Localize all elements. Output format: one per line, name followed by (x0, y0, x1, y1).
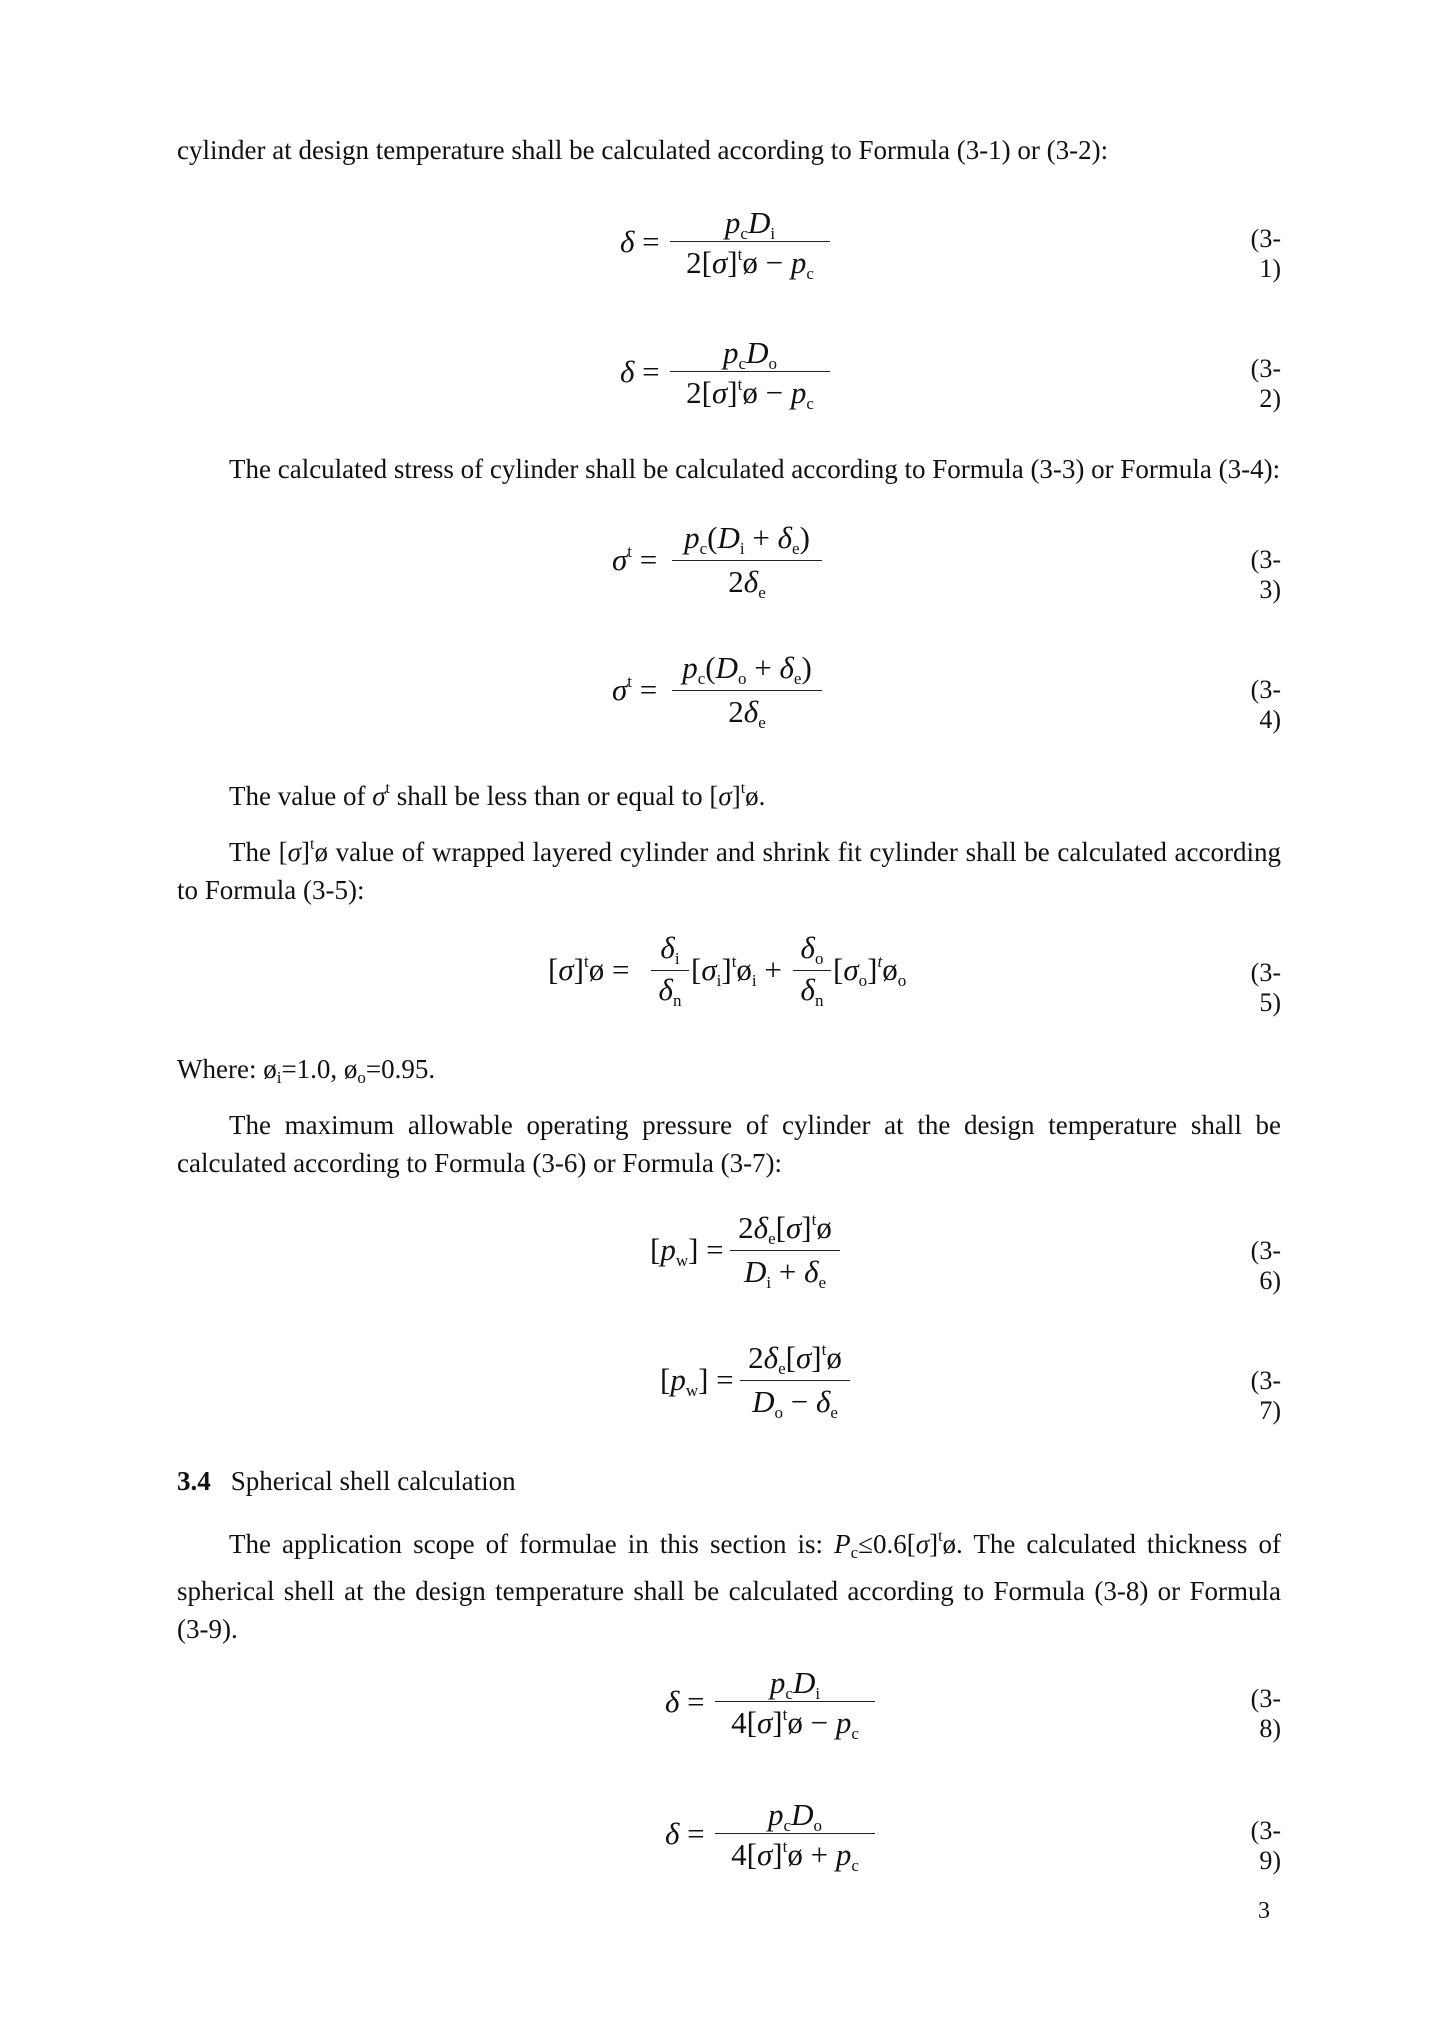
paragraph-condition: The value of $\sigma^t$ shall be less than or equal to $[\sigma]^tø$. (229, 780, 766, 811)
paragraph-intro: cylinder at design temperature shall be calculated according to Formula (3-1) or (3-2): (177, 135, 1109, 165)
equation-3-2: δ = $p_cD_o$ $2[\sigma]^tø - p_c$ (620, 335, 830, 415)
equation-number-3-7: (3-7) (1250, 1366, 1281, 1425)
equation-number-3-5: (3-5) (1250, 958, 1281, 1017)
paragraph-max-pressure: The maximum allowable operating pressure of cylinder at the design temperature shall be calculated according to Formula (3-6) or Formula (3-7): (177, 1110, 1281, 1178)
paragraph-layered-cylinder: The $[\sigma]^tø$ value of wrapped layered cylinder and shrink fit cylinder shall be calculated according to Formula (3-5): (177, 836, 1281, 905)
section-heading (177, 1462, 1281, 1500)
equation-3-1: δ = $p_cD_i$ $2[\sigma]^tø - p_c$ (620, 205, 830, 285)
equation-number-3-8: (3-8) (1250, 1684, 1281, 1743)
section-title: Spherical shell calculation (230, 1466, 516, 1496)
equation-3-6: $[p_w]$ = $2\delta_e[\sigma]^tø$ $D_i + \delta_e$ (650, 1210, 850, 1295)
equation-number-3-2: (3-2) (1250, 354, 1281, 413)
page-number: 3 (1258, 1898, 1270, 1924)
section-number: 3.4 (177, 1466, 211, 1496)
equation-3-4: $\sigma^t$ = $p_c(D_o + \delta_e)$ $2\delta_e$ (612, 650, 827, 730)
equation-number-3-4: (3-4) (1250, 675, 1281, 734)
equation-number-3-9: (3-9) (1250, 1816, 1281, 1875)
where-line: Where: $ø_i=1.0$, $ø_o=0.95$. (177, 1054, 436, 1087)
paragraph-stress: The calculated stress of cylinder shall be calculated according to Formula (3-3) or Formula (3-4): (229, 454, 1281, 484)
paragraph-spherical-scope: The application scope of formulae in this section is: $P_c\le 0.6[\sigma]^tø$. The calculated thickness of spherical shell at the design temperature shall be calculated according to Formula (3-8) or Formula (3-9). (177, 1528, 1281, 1644)
equation-number-3-6: (3-6) (1250, 1236, 1281, 1295)
equation-3-8: δ = $p_cD_i$ $4[\sigma]^tø - p_c$ (665, 1665, 875, 1745)
equation-number-3-1: (3-1) (1250, 224, 1281, 283)
equation-number-3-3: (3-3) (1250, 545, 1281, 604)
equation-3-3: $\sigma^t$ = $p_c(D_i + \delta_e)$ $2\delta_e$ (612, 520, 827, 600)
delta-symbol: δ (620, 224, 635, 259)
equation-3-7: $[p_w]$ = $2\delta_e[\sigma]^tø$ $D_o - \delta_e$ (660, 1340, 860, 1425)
equation-3-5: $[\sigma]^tø$ = $\delta_i$ $\delta_n$ $[\sigma_i]^tø_i$ + $\delta_o$ $\delta_n$ $[\sigma_o]^tø_o$ (548, 930, 907, 1010)
equation-3-9: δ = $p_cD_o$ $4[\sigma]^tø + p_c$ (665, 1797, 875, 1877)
